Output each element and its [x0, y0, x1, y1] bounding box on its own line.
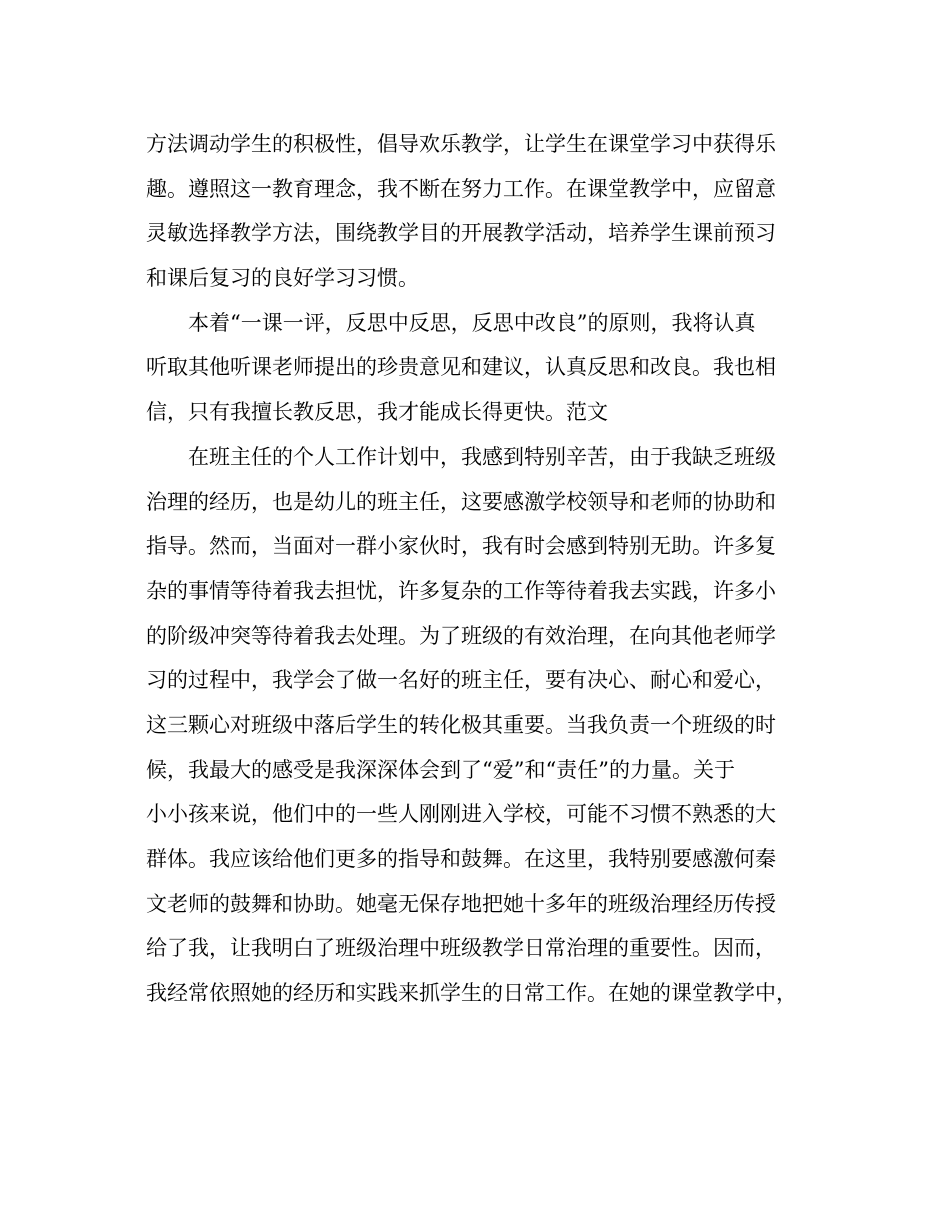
text-line: 小小孩来说，他们中的一些人刚刚进入学校，可能不习惯不熟悉的大	[146, 802, 776, 827]
text-line: 这三颗心对班级中落后学生的转化极其重要。当我负责一个班级的时	[146, 712, 776, 737]
text-line: 信，只有我擅长教反思，我才能成长得更快。范文	[146, 400, 608, 425]
text-line: 听取其他听课老师提出的珍贵意见和建议，认真反思和改良。我也相	[146, 355, 776, 380]
text-line: 文老师的鼓舞和协助。她毫无保存地把她十多年的班级治理经历传授	[146, 891, 776, 916]
text-line: 灵敏选择教学方法，围绕教学目的开展教学活动，培养学生课前预习	[146, 221, 776, 246]
text-line: 趣。遵照这一教育理念，我不断在努力工作。在课堂教学中，应留意	[146, 176, 776, 201]
text-line: 杂的事情等待着我去担忧，许多复杂的工作等待着我去实践，许多小	[146, 578, 776, 603]
paragraph-start-line: 本着“一课一评，反思中反思，反思中改良”的原则，我将认真	[188, 310, 756, 335]
paragraph-start-line: 在班主任的个人工作计划中，我感到特别辛苦，由于我缺乏班级	[188, 444, 776, 469]
text-line: 候，我最大的感受是我深深体会到了“爱”和“责任”的力量。关于	[146, 757, 735, 782]
text-line: 我经常依照她的经历和实践来抓学生的日常工作。在她的课堂教学中，	[146, 981, 797, 1006]
text-line: 指导。然而，当面对一群小家伙时，我有时会感到特别无助。许多复	[146, 534, 776, 559]
body-text	[146, 122, 818, 1016]
text-line: 方法调动学生的积极性，倡导欢乐教学，让学生在课堂学习中获得乐	[146, 132, 776, 156]
text-line: 和课后复习的良好学习习惯。	[146, 266, 419, 291]
text-line: 给了我，让我明白了班级治理中班级教学日常治理的重要性。因而，	[146, 936, 776, 961]
text-line: 习的过程中，我学会了做一名好的班主任，要有决心、耐心和爱心，	[146, 668, 776, 693]
text-line: 群体。我应该给他们更多的指导和鼓舞。在这里，我特别要感激何秦	[146, 847, 776, 871]
text-line: 治理的经历，也是幼儿的班主任，这要感激学校领导和老师的协助和	[146, 489, 776, 514]
text-line: 的阶级冲突等待着我去处理。为了班级的有效治理，在向其他老师学	[146, 623, 776, 648]
